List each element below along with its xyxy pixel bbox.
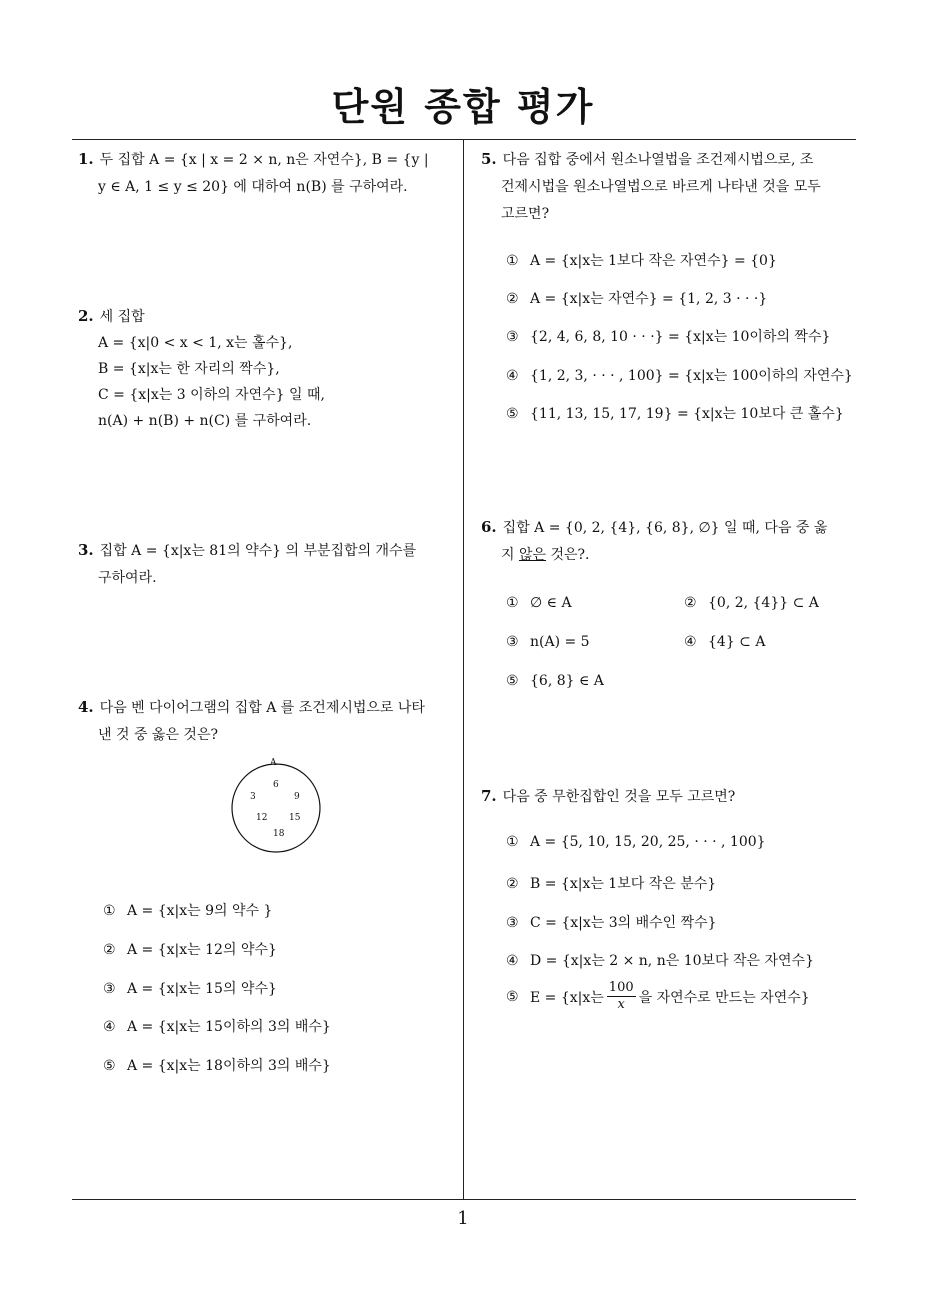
option-mark: ④ (506, 953, 519, 969)
option-text: n(A) = 5 (530, 634, 590, 650)
fraction-denominator: x (617, 997, 625, 1012)
venn-element: 3 (250, 792, 256, 802)
option-mark: ③ (506, 915, 519, 931)
question-text: B = {x|x는 한 자리의 짝수}, (98, 361, 280, 377)
option-text: {11, 13, 15, 17, 19} = {x|x는 10보다 큰 홀수} (530, 406, 844, 422)
question-text: 다음 중 무한집합인 것을 모두 고르면? (502, 789, 736, 805)
question-5 (481, 146, 821, 228)
answer-option-3[interactable] (103, 978, 277, 998)
option-mark: ② (684, 595, 697, 611)
venn-element: 15 (289, 813, 301, 823)
answer-option-2[interactable] (103, 939, 277, 959)
question-2 (78, 303, 325, 434)
option-mark: ③ (506, 329, 519, 345)
question-text: 다음 집합 중에서 원소나열법을 조건제시법으로, 조 (502, 152, 814, 168)
answer-option-1[interactable] (506, 834, 766, 850)
option-mark: ⑤ (103, 1058, 116, 1074)
column-divider (463, 139, 464, 1200)
question-number: 3. (78, 541, 94, 559)
question-3 (78, 537, 416, 592)
answer-option-4[interactable] (506, 365, 853, 385)
question-number: 7. (481, 787, 497, 805)
answer-option-3[interactable] (506, 912, 717, 932)
question-number: 4. (78, 698, 94, 716)
option-mark: ④ (684, 634, 697, 650)
answer-option-5[interactable] (506, 403, 844, 423)
fraction (607, 980, 636, 1013)
question-text: 집합 A = {0, 2, {4}, {6, 8}, ∅} 일 때, 다음 중 옳 (502, 520, 828, 536)
question-number: 6. (481, 518, 497, 536)
question-text: 건제시법을 원소나열법으로 바르게 나타낸 것을 모두 (501, 179, 821, 195)
option-mark: ⑤ (506, 673, 519, 689)
option-text: {2, 4, 6, 8, 10 · · ·} = {x|x는 10이하의 짝수} (530, 329, 831, 345)
question-number: 1. (78, 150, 94, 168)
bottom-rule (72, 1199, 856, 1200)
option-mark: ③ (103, 981, 116, 997)
option-mark: ⑤ (506, 988, 519, 1005)
text-fragment: 지 (501, 547, 519, 563)
option-text: B = {x|x는 1보다 작은 분수} (530, 876, 717, 892)
venn-set-label: A (270, 758, 277, 768)
option-text: E = {x|x는 (530, 989, 604, 1006)
option-mark: ① (506, 253, 519, 269)
option-mark: ① (506, 834, 519, 850)
option-mark: ② (506, 876, 519, 892)
answer-option-4[interactable] (684, 634, 765, 650)
question-number: 5. (481, 150, 497, 168)
answer-option-5[interactable] (506, 980, 810, 1013)
option-text: ∅ ∈ A (530, 595, 572, 611)
question-text (481, 542, 827, 569)
question-number: 2. (78, 307, 94, 325)
answer-option-4[interactable] (103, 1016, 331, 1036)
question-4 (78, 694, 425, 749)
page-number: 1 (457, 1208, 469, 1229)
option-text: {0, 2, {4}} ⊂ A (708, 595, 819, 611)
option-text: A = {x|x는 자연수} = {1, 2, 3 · · ·} (530, 291, 768, 307)
text-fragment: 것은?. (546, 547, 590, 563)
option-text: A = {x|x는 18이하의 3의 배수} (127, 1058, 331, 1074)
option-mark: ② (103, 942, 116, 958)
question-text: 집합 A = {x|x는 81의 약수} 의 부분집합의 개수를 (99, 543, 417, 559)
answer-option-1[interactable] (506, 595, 572, 611)
option-mark: ③ (506, 634, 519, 650)
question-text: 구하여라. (98, 570, 157, 586)
option-text: {4} ⊂ A (708, 634, 766, 650)
option-text: A = {x|x는 15이하의 3의 배수} (127, 1019, 331, 1035)
question-text: 세 집합 (99, 309, 145, 325)
venn-diagram (226, 756, 326, 856)
answer-option-3[interactable] (506, 634, 590, 650)
option-mark: ① (506, 595, 519, 611)
option-mark: ② (506, 291, 519, 307)
option-mark: ① (103, 903, 116, 919)
option-text: A = {x|x는 12의 약수} (127, 942, 277, 958)
option-text: A = {x|x는 1보다 작은 자연수} = {0} (530, 253, 777, 269)
option-text: {1, 2, 3, · · · , 100} = {x|x는 100이하의 자연수} (530, 368, 853, 384)
answer-option-3[interactable] (506, 326, 830, 346)
question-1 (78, 146, 429, 201)
question-text: n(A) + n(B) + n(C) 를 구하여라. (98, 413, 312, 429)
option-text: A = {x|x는 9의 약수 } (127, 903, 273, 919)
option-text: C = {x|x는 3의 배수인 짝수} (530, 915, 717, 931)
answer-option-4[interactable] (506, 950, 814, 970)
fraction-numerator: 100 (608, 980, 634, 995)
venn-element: 9 (294, 792, 300, 802)
option-text: 을 자연수로 만드는 자연수} (638, 989, 810, 1006)
page-title: 단원 종합 평가 (331, 85, 595, 129)
question-text: A = {x|0 < x < 1, x는 홀수}, (98, 335, 293, 351)
venn-element: 12 (256, 813, 268, 823)
answer-option-2[interactable] (506, 873, 716, 893)
option-mark: ⑤ (506, 406, 519, 422)
option-text: A = {x|x는 15의 약수} (127, 981, 277, 997)
question-6 (481, 514, 827, 569)
question-text: C = {x|x는 3 이하의 자연수} 일 때, (98, 387, 325, 403)
answer-option-5[interactable] (506, 673, 604, 689)
question-text: 낸 것 중 옳은 것은? (98, 727, 218, 743)
option-mark: ④ (506, 368, 519, 384)
answer-option-1[interactable] (506, 250, 777, 270)
question-7 (481, 783, 735, 811)
option-text: D = {x|x는 2 × n, n은 10보다 작은 자연수} (530, 953, 814, 969)
venn-element: 6 (273, 780, 279, 790)
underlined-word: 않은 (518, 547, 547, 563)
answer-option-2[interactable] (506, 288, 767, 308)
answer-option-2[interactable] (684, 595, 819, 611)
question-text: 고르면? (501, 206, 550, 222)
question-text: 두 집합 A = {x | x = 2 × n, n은 자연수}, B = {y | (99, 152, 429, 168)
answer-option-5[interactable] (103, 1055, 331, 1075)
option-text: {6, 8} ∈ A (530, 673, 604, 689)
question-text: 다음 벤 다이어그램의 집합 A 를 조건제시법으로 나타 (99, 700, 425, 716)
question-text: y ∈ A, 1 ≤ y ≤ 20} 에 대하여 n(B) 를 구하여라. (98, 179, 408, 195)
option-text: A = {5, 10, 15, 20, 25, · · · , 100} (530, 834, 766, 850)
venn-element: 18 (273, 829, 285, 839)
option-mark: ④ (103, 1019, 116, 1035)
answer-option-1[interactable] (103, 900, 272, 920)
top-rule (72, 139, 856, 140)
